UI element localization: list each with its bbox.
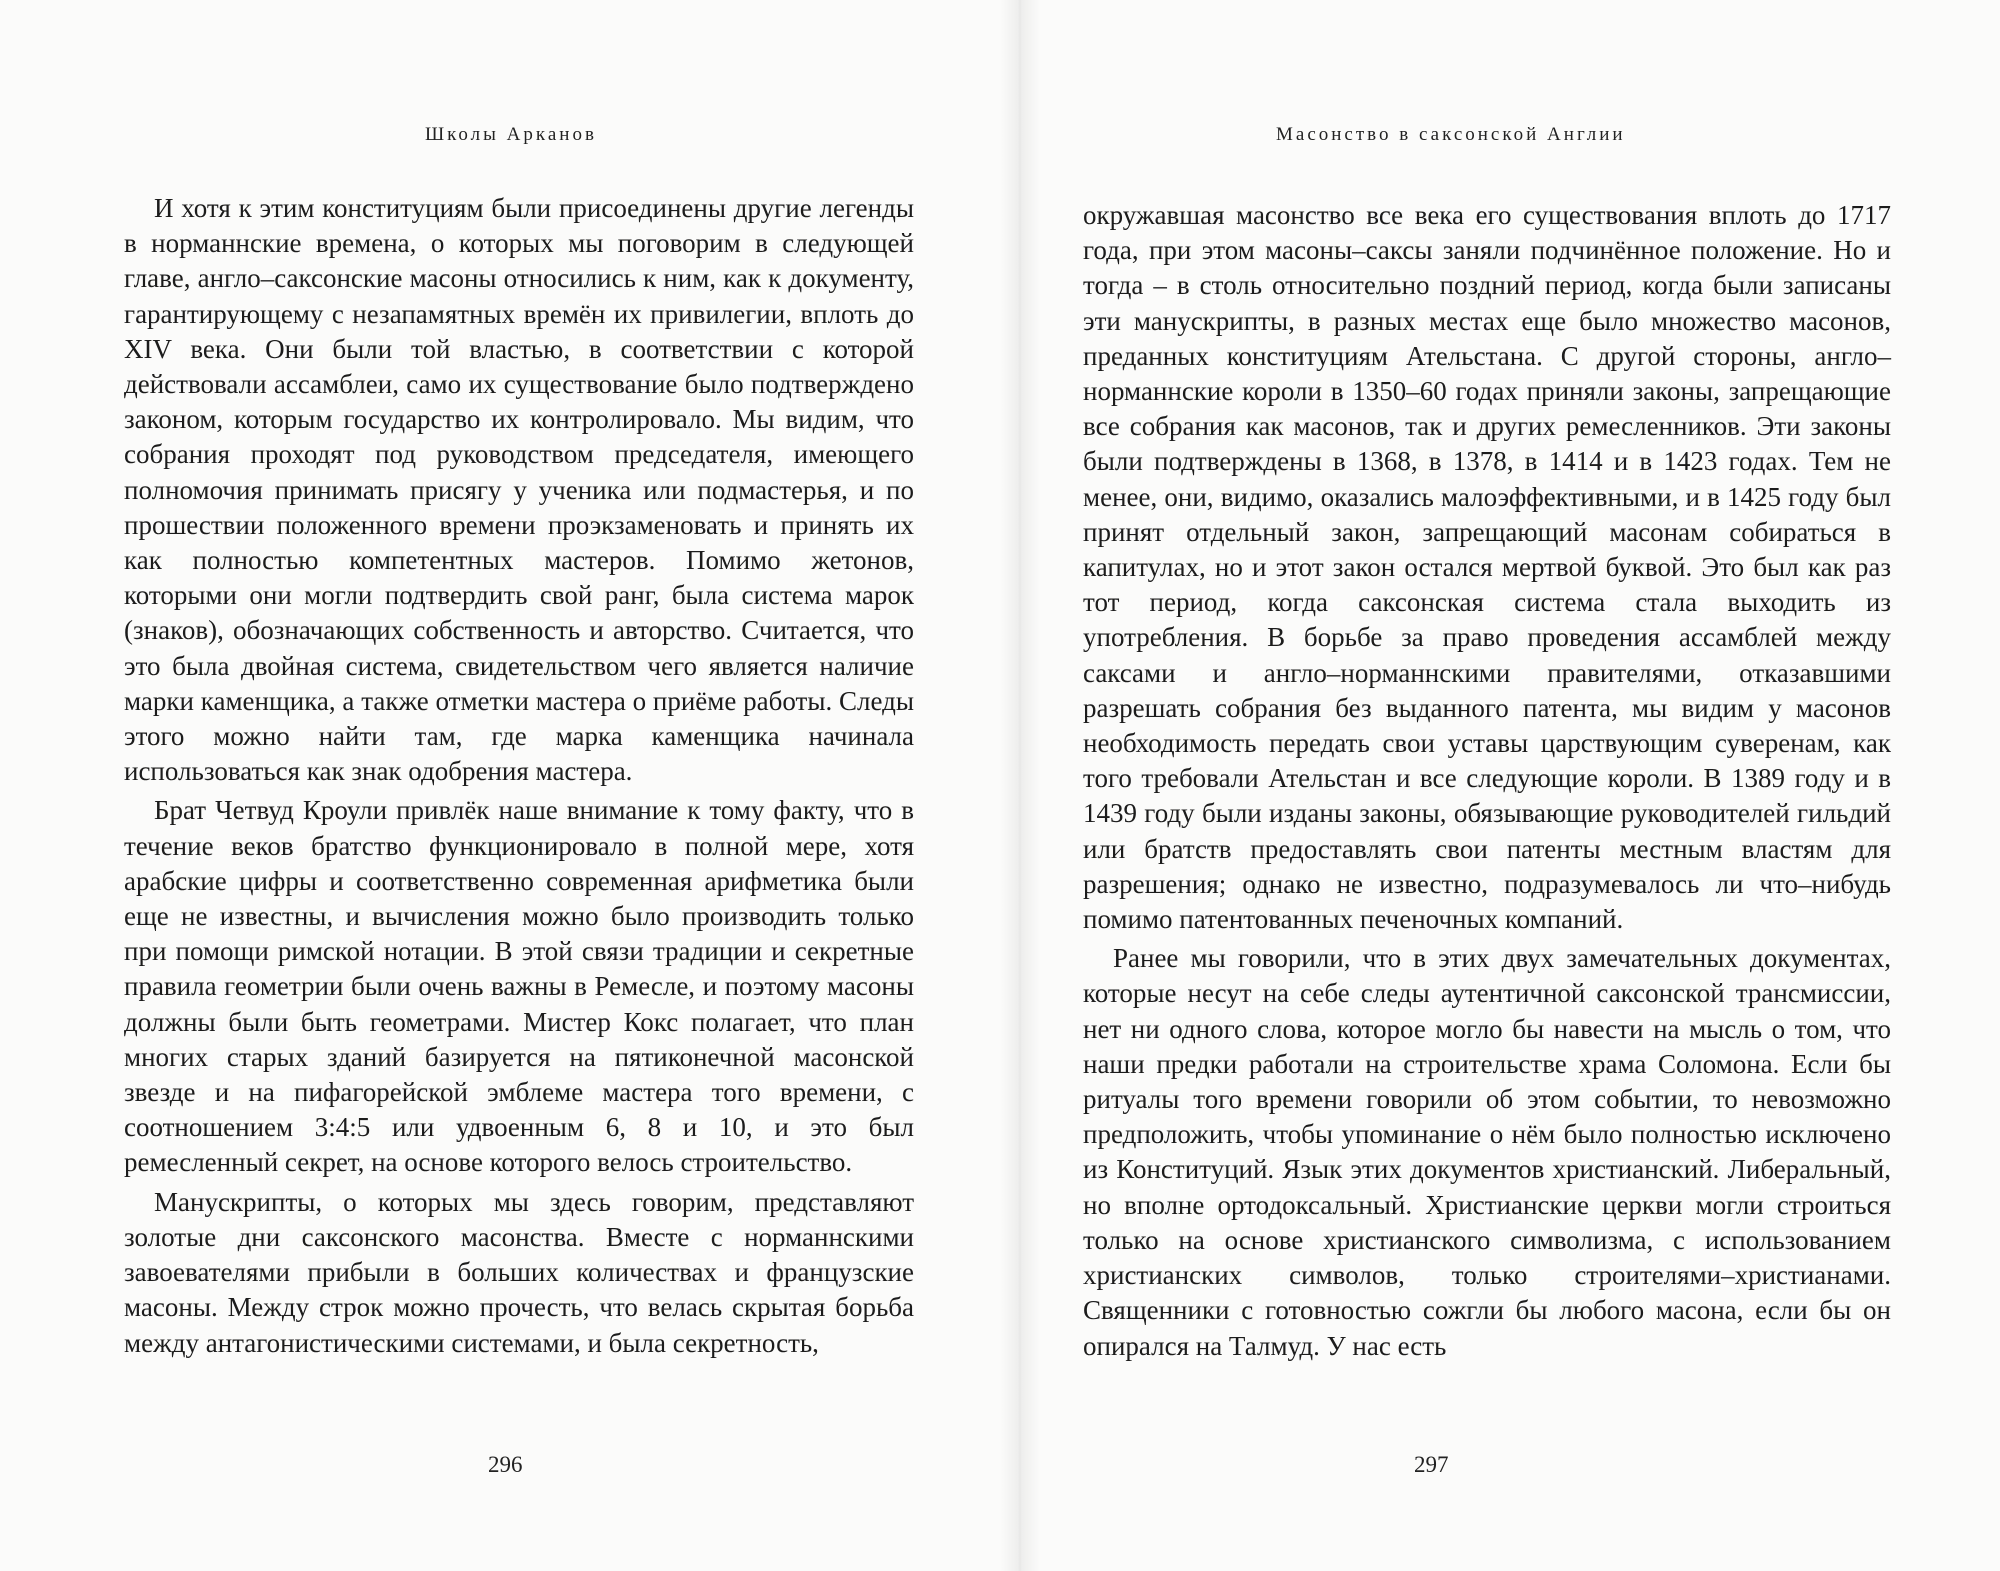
paragraph: Брат Четвуд Кроули привлёк наше внимание к тому факту, что в течение веков братство функционировало в полной мере, хотя арабские цифры и соответственно современная арифметика были еще не известны, и вычисления можно было производить только при помощи римской нотации. В этой связи традиции и секретные правила геометрии были очень важны в Ремесле, и поэтому масоны должны были быть геометрами. Мистер Кокс полагает, что план многих старых зданий базируется на пятиконечной масонской звезде и на пифагорейской эмблеме мастера того времени, с соотношением 3:4:5 или удвоенным 6, 8 и 10, и это был ремесленный секрет, на основе которого велось строительство. xyxy=(124,795,914,1178)
paragraph: Манускрипты, о которых мы здесь говорим, представляют золотые дни саксонского масонства. Вместе с норманнскими завоевателями прибыли в больших количествах и французские масоны. Между строк можно прочесть, что велась скрытая борьба между антагонистическими системами, и была секретность, xyxy=(124,1186,914,1358)
page-number-right: 297 xyxy=(1414,1452,1449,1477)
right-page-body xyxy=(1083,198,1891,1364)
running-head-left: Школы Арканов xyxy=(425,124,597,145)
paragraph: И хотя к этим конституциям были присоединены другие легенды в норманнские времена, о которых мы поговорим в следующей главе, англо–саксонские масоны относились к ним, как к документу, гарантирующему с незапамятных времён их привилегии, вплоть до XIV века. Они были той властью, в соответствии с которой действовали ассамблеи, само их существование было подтверждено законом, которым государство их контролировало. Мы видим, что собрания проходят под руководством председателя, имеющего полномочия принимать присягу у ученика или подмастерья, и по прошествии положенного времени проэкзаменовать и принять их как полностью компетентных мастеров. Помимо жетонов, которыми они могли подтвердить свой ранг, была система марок (знаков), обозначающих собственность и авторство. Считается, что это была двойная система, свидетельством чего является наличие марки каменщика, а также отметки мастера о приёме работы. Следы этого можно найти там, где марка каменщика начинала использоваться как знак одобрения мастера. xyxy=(124,193,914,787)
paragraph-continued: окружавшая масонство все века его существования вплоть до 1717 года, при этом масоны–саксы заняли подчинённое положение. Но и тогда – в столь относительно поздний период, когда были записаны эти манускрипты, в разных местах еще было множество масонов, преданных конституциям Ательстана. С другой стороны, англо–норманнские короли в 1350–60 годах приняли законы, запрещающие все собрания как масонов, так и других ремесленников. Эти законы были подтверждены в 1368, в 1378, в 1414 и в 1423 годах. Тем не менее, они, видимо, оказались малоэффективными, и в 1425 году был принят отдельный закон, запрещающий масонам собираться в капитулах, но и этот закон остался мертвой буквой. Это был как раз тот период, когда саксонская система стала выходить из употребления. В борьбе за право проведения ассамблей между саксами и англо–норманнскими правителями, отказавшими разрешать собрания без выданного патента, мы видим у масонов необходимость передать свои уставы царствующим суверенам, как того требовали Ательстан и все следующие короли. В 1389 году и в 1439 году были изданы законы, обязывающие руководителей гильдий или братств предоставлять свои патенты местным властям для разрешения; однако не известно, подразумевалось ли что–нибудь помимо патентованных печеночных компаний. xyxy=(1083,200,1891,935)
paragraph: Ранее мы говорили, что в этих двух замечательных документах, которые несут на себе следы аутентичной саксонской трансмиссии, нет ни одного слова, которое могло бы навести на мысль о том, что наши предки работали на строительстве храма Соломона. Если бы ритуалы того времени говорили об этом событии, то невозможно предположить, чтобы упоминание о нём было полностью исключено из Конституций. Язык этих документов христианский. Либеральный, но вполне ортодоксальный. Христианские церкви могли строиться только на основе христианского символизма, с использованием христианских символов, только строителями–христианами. Священники с готовностью сожгли бы любого масона, если бы он опирался на Талмуд. У нас есть xyxy=(1083,943,1891,1361)
right-page xyxy=(1010,0,2000,1571)
left-page-body xyxy=(124,191,914,1361)
running-head-right: Масонство в саксонской Англии xyxy=(1276,124,1626,145)
page-number-left: 296 xyxy=(488,1452,523,1477)
